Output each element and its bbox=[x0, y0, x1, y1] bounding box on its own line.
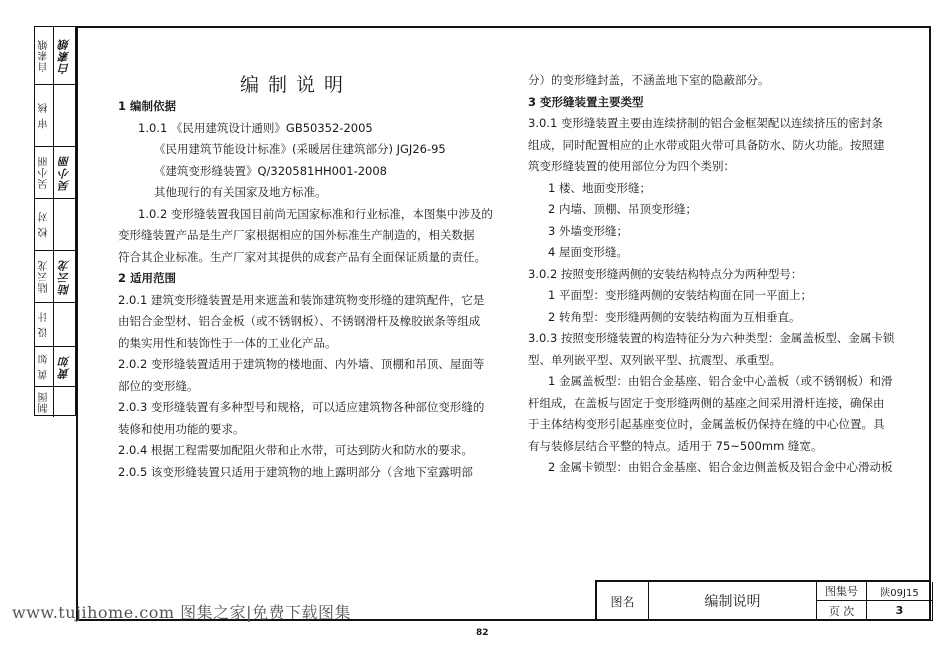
text-line: 有与装修层结合平整的特点。适用于 75~500mm 缝宽。 bbox=[528, 438, 823, 453]
text-line: 4 屋面变形缝。 bbox=[548, 245, 628, 259]
drawing-name-label: 图名 bbox=[597, 582, 649, 621]
text-line: 由铝合金型材、铝合金板（或不锈钢板）、不锈钢滑杆及橡胶嵌条等组成 bbox=[118, 314, 481, 328]
signature: 白素娥 bbox=[58, 37, 71, 74]
signature: 黄如 bbox=[58, 354, 71, 379]
sidebar-label: 设 计 bbox=[38, 311, 50, 338]
drawing-name-value: 编制说明 bbox=[649, 582, 817, 621]
sidebar-row-design bbox=[35, 303, 77, 347]
section-heading: 3 变形缝装置主要类型 bbox=[528, 94, 644, 109]
sidebar-label: 陆云龙 bbox=[38, 260, 50, 293]
text-line: 符合其企业标准。生产厂家对其提供的成套产品有全面保证质量的责任。 bbox=[118, 249, 486, 264]
text-line: 部位的变形缝。 bbox=[118, 378, 199, 393]
sidebar-row-drawing bbox=[35, 387, 77, 417]
text-line: 《建筑变形缝装置》Q/320581HH001-2008 bbox=[154, 163, 387, 178]
atlas-number-value: 陕09J15 bbox=[867, 582, 933, 601]
text-line: 变形缝装置产品是生产厂家根据相应的国外标准生产制造的，相关数据 bbox=[118, 228, 475, 242]
text-line: 1.0.1 《民用建筑设计通则》GB50352-2005 bbox=[138, 120, 373, 135]
text-line: 2.0.4 根据工程需要加配阻火带和止水带，可达到防火和防水的要求。 bbox=[118, 443, 473, 457]
section-heading: 1 编制依据 bbox=[118, 99, 177, 113]
text-line: 2.0.2 变形缝装置适用于建筑物的楼地面、内外墙、顶棚和吊顶、屋面等 bbox=[118, 357, 485, 371]
text-line: 型、单列嵌平型、双列嵌平型、抗震型、承重型。 bbox=[528, 352, 781, 367]
approval-sidebar bbox=[34, 26, 76, 416]
sidebar-row-checker bbox=[35, 251, 77, 303]
title-block bbox=[595, 580, 931, 621]
text-line: 组成，同时配置相应的止水带或阻火带可具备防水、防火功能。按照建 bbox=[528, 137, 885, 152]
text-line: 2.0.1 建筑变形缝装置是用来遮盖和装饰建筑物变形缝的建筑配件，它是 bbox=[118, 292, 485, 307]
signature: 吴小丽 bbox=[58, 154, 71, 191]
page-number-label: 页 次 bbox=[817, 601, 867, 621]
text-line: 的集实用性和装饰性于一体的工业化产品。 bbox=[118, 335, 337, 350]
text-line: 分）的变形缝封盖，不涵盖地下室的隐蔽部分。 bbox=[528, 73, 770, 87]
page-number: 82 bbox=[476, 628, 489, 638]
text-line: 于主体结构变形引起基座变位时，金属盖板仍保持在缝的中心位置。具 bbox=[528, 417, 885, 431]
text-line: 2.0.5 该变形缝装置只适用于建筑物的地上露明部分（含地下室露明部 bbox=[118, 464, 473, 479]
atlas-number-label: 图集号 bbox=[817, 582, 867, 601]
sidebar-label: 制图 bbox=[38, 391, 50, 413]
sidebar-row-review bbox=[35, 85, 77, 147]
text-line: 杆组成，在盖板与固定于变形缝两侧的基座之间采用滑杆连接，确保由 bbox=[528, 395, 885, 410]
text-line: 3.0.1 变形缝装置主要由连续挤制的铝合金框架配以连续挤压的密封条 bbox=[528, 116, 883, 130]
sidebar-row-approver bbox=[35, 27, 77, 85]
text-line: 1.0.2 变形缝装置我国目前尚无国家标准和行业标准，本图集中涉及的 bbox=[138, 206, 493, 221]
text-line: 装修和使用功能的要求。 bbox=[118, 421, 245, 436]
page-number-value: 3 bbox=[867, 601, 933, 621]
text-line: 3.0.2 按照变形缝两侧的安装结构特点分为两种型号： bbox=[528, 266, 803, 281]
sidebar-label: 审 核 bbox=[38, 102, 50, 129]
text-line: 2 转角型：变形缝两侧的安装结构面为互相垂直。 bbox=[548, 309, 801, 324]
sidebar-label: 自素娥 bbox=[38, 39, 50, 72]
watermark: www.tujihome.com 图集之家|免费下载图集 bbox=[12, 603, 351, 622]
text-line: 2 内墙、顶棚、吊顶变形缝； bbox=[548, 202, 697, 216]
sidebar-label: 黄 如 bbox=[38, 353, 50, 380]
text-line: 《民用建筑节能设计标准》(采暖居住建筑部分) JGJ26-95 bbox=[154, 142, 446, 156]
text-line: 1 楼、地面变形缝； bbox=[548, 180, 651, 195]
text-line: 其他现行的有关国家及地方标准。 bbox=[154, 185, 327, 199]
sidebar-row-check bbox=[35, 199, 77, 251]
signature: 陆云龙 bbox=[58, 258, 71, 295]
page-title: 编制说明 bbox=[240, 74, 353, 96]
sidebar-row-reviewer bbox=[35, 147, 77, 199]
text-line: 1 平面型：变形缝两侧的安装结构面在同一平面上； bbox=[548, 288, 812, 302]
sidebar-row-designer bbox=[35, 347, 77, 387]
text-line: 2.0.3 变形缝装置有多种型号和规格，可以适应建筑物各种部位变形缝的 bbox=[118, 400, 485, 414]
left-column bbox=[118, 96, 498, 483]
text-line: 2 金属卡锁型：由铝合金基座、铝合金边侧盖板及铝合金中心滑动板 bbox=[548, 460, 893, 474]
text-line: 1 金属盖板型：由铝合金基座、铝合金中心盖板（或不锈钢板）和滑 bbox=[548, 374, 893, 388]
right-column bbox=[528, 70, 918, 479]
text-line: 筑变形缝装置的使用部位分为四个类别： bbox=[528, 159, 735, 173]
sidebar-label: 吴小丽 bbox=[38, 156, 50, 189]
text-line: 3 外墙变形缝； bbox=[548, 223, 628, 238]
text-line: 3.0.3 按照变形缝装置的构造特征分为六种类型：金属盖板型、金属卡锁 bbox=[528, 331, 895, 345]
sidebar-label: 校 对 bbox=[38, 211, 50, 238]
section-heading: 2 适用范围 bbox=[118, 271, 177, 285]
